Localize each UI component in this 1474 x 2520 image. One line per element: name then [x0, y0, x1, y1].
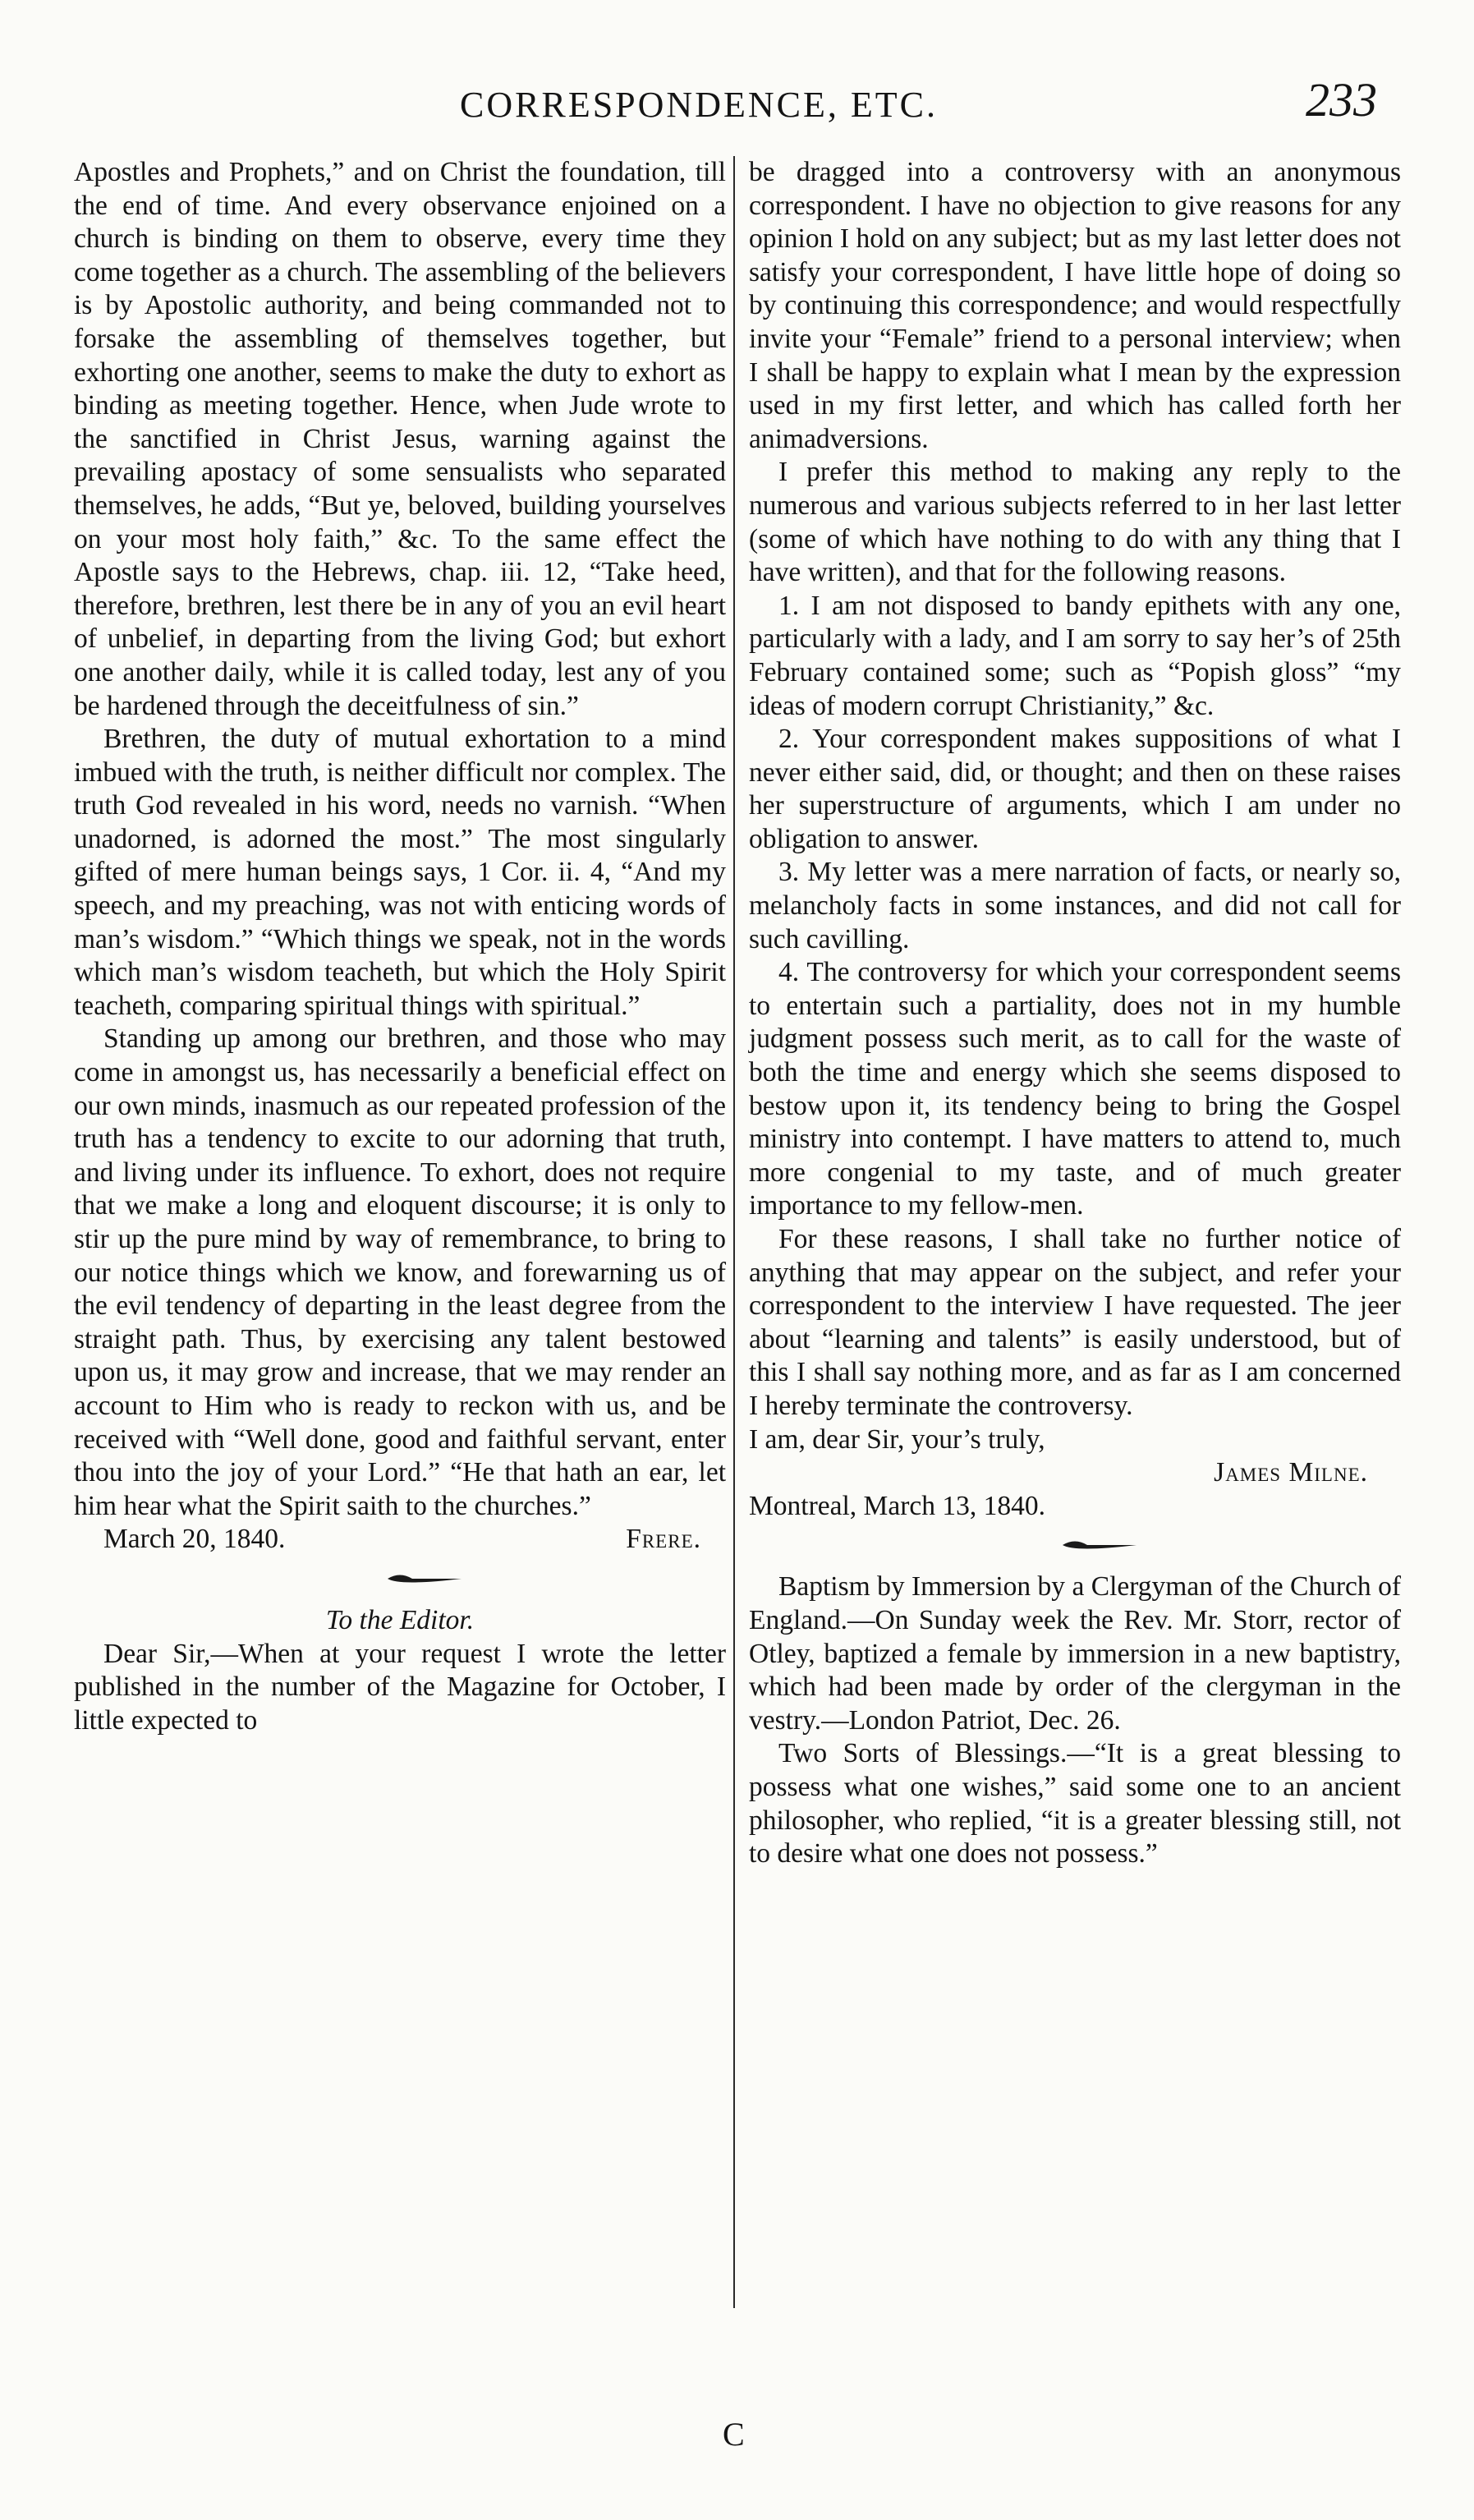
running-head: CORRESPONDENCE, ETC.: [460, 85, 938, 125]
right-paragraph-1: be dragged into a controversy with an anonymous correspondent. I have no objection to give reasons for any opinion I hold on any subject; but as my last letter does not satisfy your correspondent, I have little hope of doing so by continuing this correspondence; and would respectfully invite your “Female” friend to a personal interview; when I shall be happy to explain what I mean by the expression used in my first letter, and which has called forth her animadversions.: [749, 157, 1401, 454]
right-paragraph-5: 3. My letter was a mere narration of facts, or nearly so, melancholy facts in some instances, and did not call for such cavilling.: [749, 857, 1401, 954]
letter-signature: Frere.: [626, 1524, 701, 1555]
right-column: [749, 156, 1401, 1871]
to-the-editor-heading: To the Editor.: [325, 1604, 475, 1635]
page-header: [0, 72, 1474, 138]
page-number: 233: [1306, 73, 1377, 126]
letter-dateline: Montreal, March 13, 1840.: [749, 1490, 1045, 1521]
left-column: [74, 156, 726, 1737]
ornament-divider-2: [1013, 1538, 1136, 1552]
left-paragraph-2: Brethren, the duty of mutual exhortation to a mind imbued with the truth, is neither difficult nor complex. The truth God revealed in his word, needs no varnish. “When unadorned, is adorned the most.” The most singularly gifted of mere human beings says, 1 Cor. ii. 4, “And my speech, and my preaching, was not with enticing words of man’s wisdom.” “Which things we speak, not in the words which man’s wisdom teacheth, but which the Holy Spirit teacheth, comparing spiritual things with spiritual.”: [74, 724, 726, 1021]
left-paragraph-4: Dear Sir,—When at your request I wrote the letter published in the number of the Magazine for October, I little expected to: [74, 1638, 726, 1736]
right-paragraph-6: 4. The controversy for which your correspondent seems to entertain such a partiality, does not in my humble judgment possess such merit, as to call for the waste of both the time and energy which she seems disposed to bestow upon it, its tendency being to bring the Gospel ministry into contempt. I have matters to attend to, much more congenial to my taste, and of much greater importance to my fellow-men.: [749, 957, 1401, 1221]
right-paragraph-2: I prefer this method to making any reply to the numerous and various subjects referred to in her last letter (some of which have nothing to do with any thing that I have written), and that for the following reasons.: [749, 457, 1401, 588]
letter-signature-milne: James Milne.: [1214, 1457, 1368, 1488]
right-paragraph-7: For these reasons, I shall take no further notice of anything that may appear on the subject, and refer your correspondent to the interview I have requested. The jeer about “learning and talents” is easily understood, but of this I shall say nothing more, and as far as I am concerned I hereby terminate the controversy.: [749, 1224, 1401, 1421]
left-paragraph-1: Apostles and Prophets,” and on Christ the foundation, till the end of time. And every observance enjoined on a church is binding on them to observe, every time they come together as a church. The assembling of the believers is by Apostolic authority, and being commanded not to forsake the assembling of themselves together, but exhorting one another, seems to make the duty to exhort as binding as meeting together. Hence, when Jude wrote to the sanctified in Christ Jesus, warning against the prevailing apostacy of some sensualists who separated themselves, he adds, “But ye, beloved, building yourselves on your most holy faith,” &c. To the same effect the Apostle says to the Hebrews, chap. iii. 12, “Take heed, therefore, brethren, lest there be in any of you an evil heart of unbelief, in departing from the living God; but exhort one another daily, while it is called today, lest any of you be hardened through the deceitfulness of sin.”: [74, 157, 726, 721]
letter-date: March 20, 1840.: [103, 1524, 286, 1555]
blessings-notice: Two Sorts of Blessings.—“It is a great blessing to possess what one wishes,” said some one to an ancient philosopher, who replied, “it is a greater blessing still, not to desire what one does not possess.”: [749, 1738, 1401, 1869]
right-paragraph-4: 2. Your correspondent makes suppositions of what I never either said, did, or thought; and then on these raises her superstructure of arguments, which I am under no obligation to answer.: [749, 724, 1401, 854]
signature-mark: C: [723, 2416, 745, 2453]
baptism-notice: Baptism by Immersion by a Clergyman of the Church of England.—On Sunday week the Rev. Mr. Storr, rector of Otley, baptized a female by immersion in a new baptistry, which had been made by order of the clergyman in the vestry.—London Patriot, Dec. 26.: [749, 1571, 1401, 1736]
right-paragraph-3: 1. I am not disposed to bandy epithets with any one, particularly with a lady, and I am sorry to say her’s of 25th February contained some; such as “Popish gloss” “my ideas of modern corrupt Christianity,” &c.: [749, 590, 1401, 721]
letter-closing: I am, dear Sir, your’s truly,: [749, 1423, 1045, 1455]
ornament-divider: [338, 1571, 461, 1586]
left-paragraph-3: Standing up among our brethren, and those who may come in amongst us, has necessarily a beneficial effect on our own minds, inasmuch as our repeated profession of the truth has a tendency to excite to our adorning that truth, and living under its influence. To exhort, does not require that we make a long and eloquent discourse; it is only to stir up the pure mind by way of remembrance, to bring to our notice things which we know, and forewarning us of the evil tendency of departing in the least degree from the straight path. Thus, by exercising any talent bestowed upon us, it may grow and increase, that we may render an account to Him who is ready to reckon with us, and be received with “Well done, good and faithful servant, enter thou into the joy of your Lord.” “He that hath an ear, let him hear what the Spirit saith to the churches.”: [74, 1023, 726, 1521]
signoff-row: [74, 1523, 726, 1557]
column-divider: [733, 156, 735, 2308]
